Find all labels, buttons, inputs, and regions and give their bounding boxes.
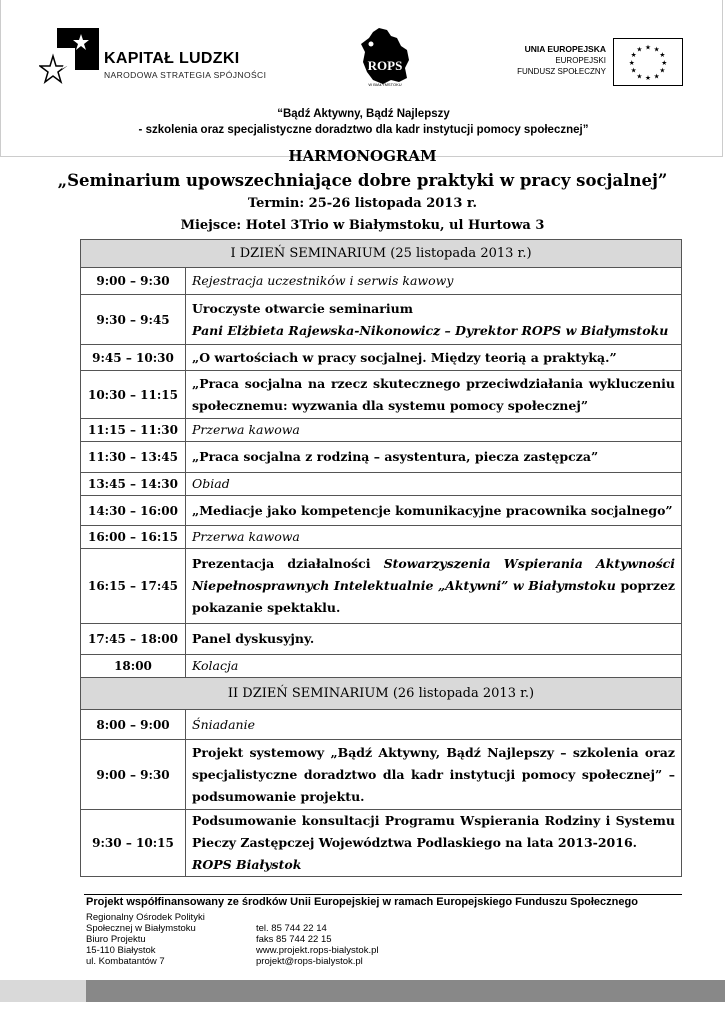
kapital-ludzki-title: KAPITAŁ LUDZKI: [104, 50, 240, 67]
slogan-line-1: “Bądź Aktywny, Bądź Najlepszy: [277, 108, 450, 120]
activity-title: Uroczyste otwarcie seminarium: [192, 300, 413, 316]
phone-number: tel. 85 744 22 14: [256, 923, 327, 934]
time-cell: 9:30 – 9:45: [81, 295, 186, 345]
activity-cell: [186, 549, 682, 624]
svg-text:★: ★: [645, 43, 651, 52]
seminar-title: „Seminarium upowszechniające dobre praktyki w pracy socjalnej”: [57, 171, 668, 190]
table-row: [81, 710, 682, 740]
kapital-ludzki-logo-icon: [39, 26, 101, 90]
footer-contact: [256, 923, 379, 967]
time-cell: 8:00 – 9:00: [81, 710, 186, 740]
time-cell: 16:00 – 16:15: [81, 526, 186, 549]
time-cell: 9:00 – 9:30: [81, 268, 186, 295]
time-cell: 16:15 – 17:45: [81, 549, 186, 624]
activity-cell: „O wartościach w pracy socjalnej. Między teorią a praktyką.”: [186, 345, 682, 371]
activity-text: poprzez pokazanie spektaklu.: [192, 578, 675, 615]
table-row: [81, 442, 682, 473]
activity-cell: Rejestracja uczestników i serwis kawowy: [186, 268, 682, 295]
fax-number: faks 85 744 22 15: [256, 934, 332, 945]
table-row: [81, 268, 682, 295]
time-cell: 14:30 – 16:00: [81, 496, 186, 526]
footer-divider: [84, 894, 682, 895]
footer-address: [86, 912, 205, 967]
seminar-place: Miejsce: Hotel 3Trio w Białymstoku, ul Hurtowa 3: [180, 218, 545, 233]
table-row: [81, 549, 682, 624]
table-row: [81, 371, 682, 419]
eu-flag-icon: [613, 38, 683, 86]
table-row: [81, 496, 682, 526]
svg-text:★: ★: [630, 51, 637, 60]
rops-logo-text: ROPS: [367, 58, 403, 73]
footer-title: Projekt współfinansowany ze środków Unii Europejskiej w ramach Europejskiego Funduszu Społecznego: [86, 896, 638, 908]
table-row: [81, 473, 682, 496]
svg-text:★: ★: [653, 45, 660, 54]
activity-cell: „Praca socjalna z rodziną – asystentura, piecza zastępcza”: [186, 442, 682, 473]
footer-bar-dark: [86, 980, 725, 1002]
eu-line-1: UNIA EUROPEJSKA: [524, 44, 606, 54]
website-link[interactable]: www.projekt.rops-bialystok.pl: [256, 945, 379, 956]
svg-text:★: ★: [628, 58, 635, 67]
rops-logo-subtitle: W BIAŁYMSTOKU: [368, 82, 402, 87]
eu-fund-label: [501, 44, 606, 77]
address-line: 15-110 Białystok: [86, 945, 156, 956]
email-link[interactable]: projekt@rops-bialystok.pl: [256, 956, 363, 967]
header-banner: [0, 0, 723, 157]
svg-text:★: ★: [630, 66, 637, 75]
activity-cell: Kolacja: [186, 655, 682, 678]
time-cell: 9:00 – 9:30: [81, 740, 186, 810]
seminar-term: Termin: 25-26 listopada 2013 r.: [247, 196, 478, 211]
time-cell: 18:00: [81, 655, 186, 678]
table-row: [81, 419, 682, 442]
activity-cell: Projekt systemowy „Bądź Aktywny, Bądź Najlepszy – szkolenia oraz specjalistyczne doradztwo dla kadr instytucji pomocy społecznej” – podsumowanie projektu.: [186, 740, 682, 810]
slogan-line-2: - szkolenia oraz specjalistyczne doradztwo dla kadr instytucji pomocy społecznej”: [138, 124, 589, 136]
svg-text:★: ★: [659, 51, 666, 60]
table-row: [81, 526, 682, 549]
eu-line-2: EUROPEJSKI: [555, 56, 606, 65]
document-heading: HARMONOGRAM: [288, 147, 437, 165]
svg-text:★: ★: [653, 72, 660, 81]
svg-text:★: ★: [636, 72, 643, 81]
day1-header: I DZIEŃ SEMINARIUM (25 listopada 2013 r.): [81, 240, 682, 268]
activity-cell: „Mediacje jako kompetencje komunikacyjne pracownika socjalnego”: [186, 496, 682, 526]
activity-cell: Obiad: [186, 473, 682, 496]
table-row: [81, 345, 682, 371]
day-header-row: [81, 240, 682, 268]
time-cell: 13:45 – 14:30: [81, 473, 186, 496]
activity-title: Podsumowanie konsultacji Programu Wspierania Rodziny i Systemu Pieczy Zastępczej Województwa Podlaskiego na lata 2013-2016.: [192, 813, 675, 850]
kapital-ludzki-subtitle: NARODOWA STRATEGIA SPÓJNOŚCI: [104, 70, 267, 80]
address-line: ul. Kombatantów 7: [86, 956, 165, 967]
svg-text:★: ★: [636, 45, 643, 54]
svg-text:★: ★: [659, 66, 666, 75]
address-line: Społecznej w Białymstoku: [86, 923, 196, 934]
day-header-row: [81, 678, 682, 710]
table-row: [81, 810, 682, 877]
activity-cell: Przerwa kawowa: [186, 526, 682, 549]
activity-text: Prezentacja działalności: [192, 556, 384, 571]
activity-speaker: Pani Elżbieta Rajewska-Nikonowicz – Dyrektor ROPS w Białymstoku: [192, 322, 669, 338]
activity-speaker: ROPS Białystok: [192, 857, 302, 872]
time-cell: 17:45 – 18:00: [81, 624, 186, 655]
address-line: Biuro Projektu: [86, 934, 146, 945]
activity-cell: [186, 295, 682, 345]
time-cell: 9:30 – 10:15: [81, 810, 186, 877]
organization-name: Stowarzyszenia Wspierania Aktywności Niepełnosprawnych Intelektualnie „Aktywni” w Białymstoku: [192, 556, 675, 593]
time-cell: 10:30 – 11:15: [81, 371, 186, 419]
day2-header: II DZIEŃ SEMINARIUM (26 listopada 2013 r.): [81, 678, 682, 710]
time-cell: 11:15 – 11:30: [81, 419, 186, 442]
schedule-table: [80, 239, 682, 877]
activity-cell: [186, 810, 682, 877]
address-line: Regionalny Ośrodek Polityki: [86, 912, 205, 923]
time-cell: 9:45 – 10:30: [81, 345, 186, 371]
activity-cell: „Praca socjalna na rzecz skutecznego przeciwdziałania wykluczeniu społecznemu: wyzwania dla systemu pomocy społecznej”: [186, 371, 682, 419]
eu-line-3: FUNDUSZ SPOŁECZNY: [517, 67, 606, 76]
activity-cell: Przerwa kawowa: [186, 419, 682, 442]
table-row: [81, 624, 682, 655]
table-row: [81, 295, 682, 345]
activity-cell: Śniadanie: [186, 710, 682, 740]
activity-cell: Panel dyskusyjny.: [186, 624, 682, 655]
svg-text:★: ★: [661, 58, 668, 67]
time-cell: 11:30 – 13:45: [81, 442, 186, 473]
svg-text:★: ★: [645, 74, 651, 83]
table-row: [81, 655, 682, 678]
table-row: [81, 740, 682, 810]
